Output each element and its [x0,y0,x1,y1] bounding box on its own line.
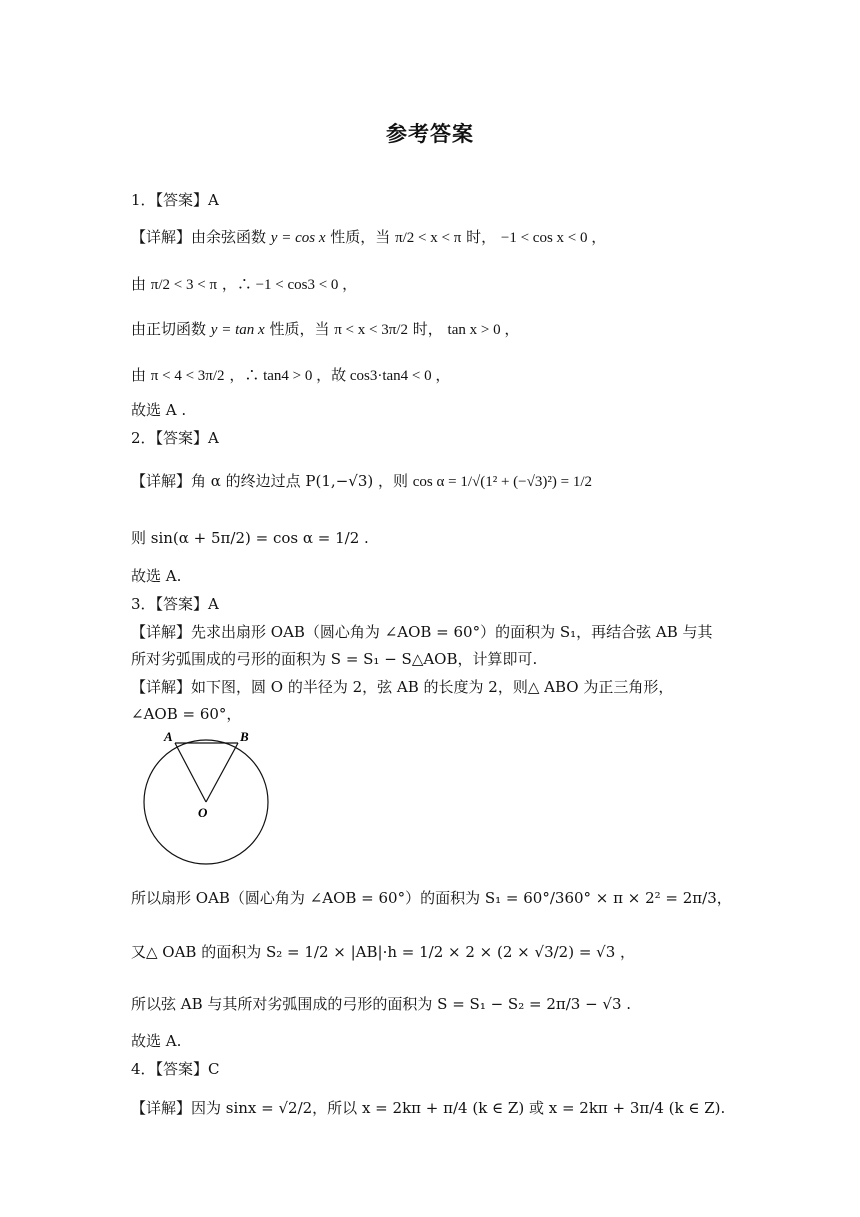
q3-explanation-line-4: ∠AOB = 60°， [131,705,242,723]
q2-explanation-line-1 [131,470,750,493]
q1-l3-cond: π < x < 3π/2 [334,322,408,338]
q1-l3-fn: y = tan x [210,322,265,338]
q4-answer-heading: 4．【答案】C [131,1060,220,1078]
q1-l4-cond: π < 4 < 3π/2 [150,368,225,384]
q2-answer-heading: 2．【答案】A [131,429,219,447]
q1-l1-mid: 性质，当 [330,228,391,246]
q1-answer-heading: 1．【答案】A [131,191,219,209]
label-o: O [198,805,208,820]
radius-oa [175,743,206,802]
q2-explanation-line-2: 则 sin(α + 5π/2) = cos α = 1/2 . [131,529,369,547]
circle-sector-diagram [140,727,280,867]
q3-answer-heading: 3．【答案】A [131,595,219,613]
q4-explanation-line-1: 【详解】因为 sinx = √2/2，所以 x = 2kπ + π/4 (k ∈ Z) 或 x = 2kπ + 3π/4 (k ∈ Z). [131,1099,726,1117]
q1-l1-cond: π/2 < x < π [395,230,462,246]
q3-explanation-line-2: 所对劣弧围成的弓形的面积为 S = S₁ − S△AOB，计算即可. [131,650,538,668]
q1-l3-when: 时， [412,320,443,338]
q1-l3-text: 由正切函数 [131,320,207,338]
q1-l2-prefix: 由 [131,275,147,293]
q1-l3-res: tan x > 0 ， [447,322,520,338]
page-title: 参考答案 [386,122,474,146]
q1-l1-fn: y = cos x [270,230,326,246]
q1-explanation-line-2 [131,273,750,296]
q1-l2-cond: π/2 < 3 < π [150,277,218,293]
q1-l4-res: ，∴ tan4 > 0 ，故 cos3·tan4 < 0 ， [229,368,451,384]
q1-l1-res: −1 < cos x < 0 ， [500,230,607,246]
q1-explanation-line-3 [131,318,750,341]
label-b: B [240,729,249,744]
q2-conclusion: 故选 A. [131,567,182,585]
q3-explanation-line-1: 【详解】先求出扇形 OAB（圆心角为 ∠AOB = 60°）的面积为 S₁，再结合弦 AB 与其 [131,623,713,641]
q3-explanation-line-5: 所以扇形 OAB（圆心角为 ∠AOB = 60°）的面积为 S₁ = 60°/360° × π × 2² = 2π/3， [131,889,732,907]
q2-l1-formula: cos α = 1/√(1² + (−√3)²) = 1/2 [412,474,592,490]
q1-conclusion: 故选 A . [131,401,187,419]
q3-explanation-line-7: 所以弦 AB 与其所对劣弧围成的弓形的面积为 S = S₁ − S₂ = 2π/3 − √3 . [131,995,632,1013]
label-a: A [164,729,173,744]
q3-explanation-line-3: 【详解】如下图，圆 O 的半径为 2，弦 AB 的长度为 2，则△ ABO 为正三角形， [131,678,674,696]
q1-l1-when: 时， [466,228,497,246]
q1-l2-res: ，∴ −1 < cos3 < 0 ， [221,277,358,293]
q2-l1-text: 【详解】角 α 的终边过点 P(1,−√3) ，则 [131,472,408,490]
q1-explanation-line-4 [131,364,750,387]
q1-l1-text: 【详解】由余弦函数 [131,228,267,246]
q1-explanation-line-1 [131,226,750,249]
q3-conclusion: 故选 A. [131,1032,182,1050]
q1-l4-prefix: 由 [131,366,147,384]
q1-l3-mid: 性质，当 [269,320,330,338]
q3-explanation-line-6: 又△ OAB 的面积为 S₂ = 1/2 × |AB|·h = 1/2 × 2 × (2 × √3/2) = √3 ， [131,943,636,961]
radius-ob [206,743,238,802]
